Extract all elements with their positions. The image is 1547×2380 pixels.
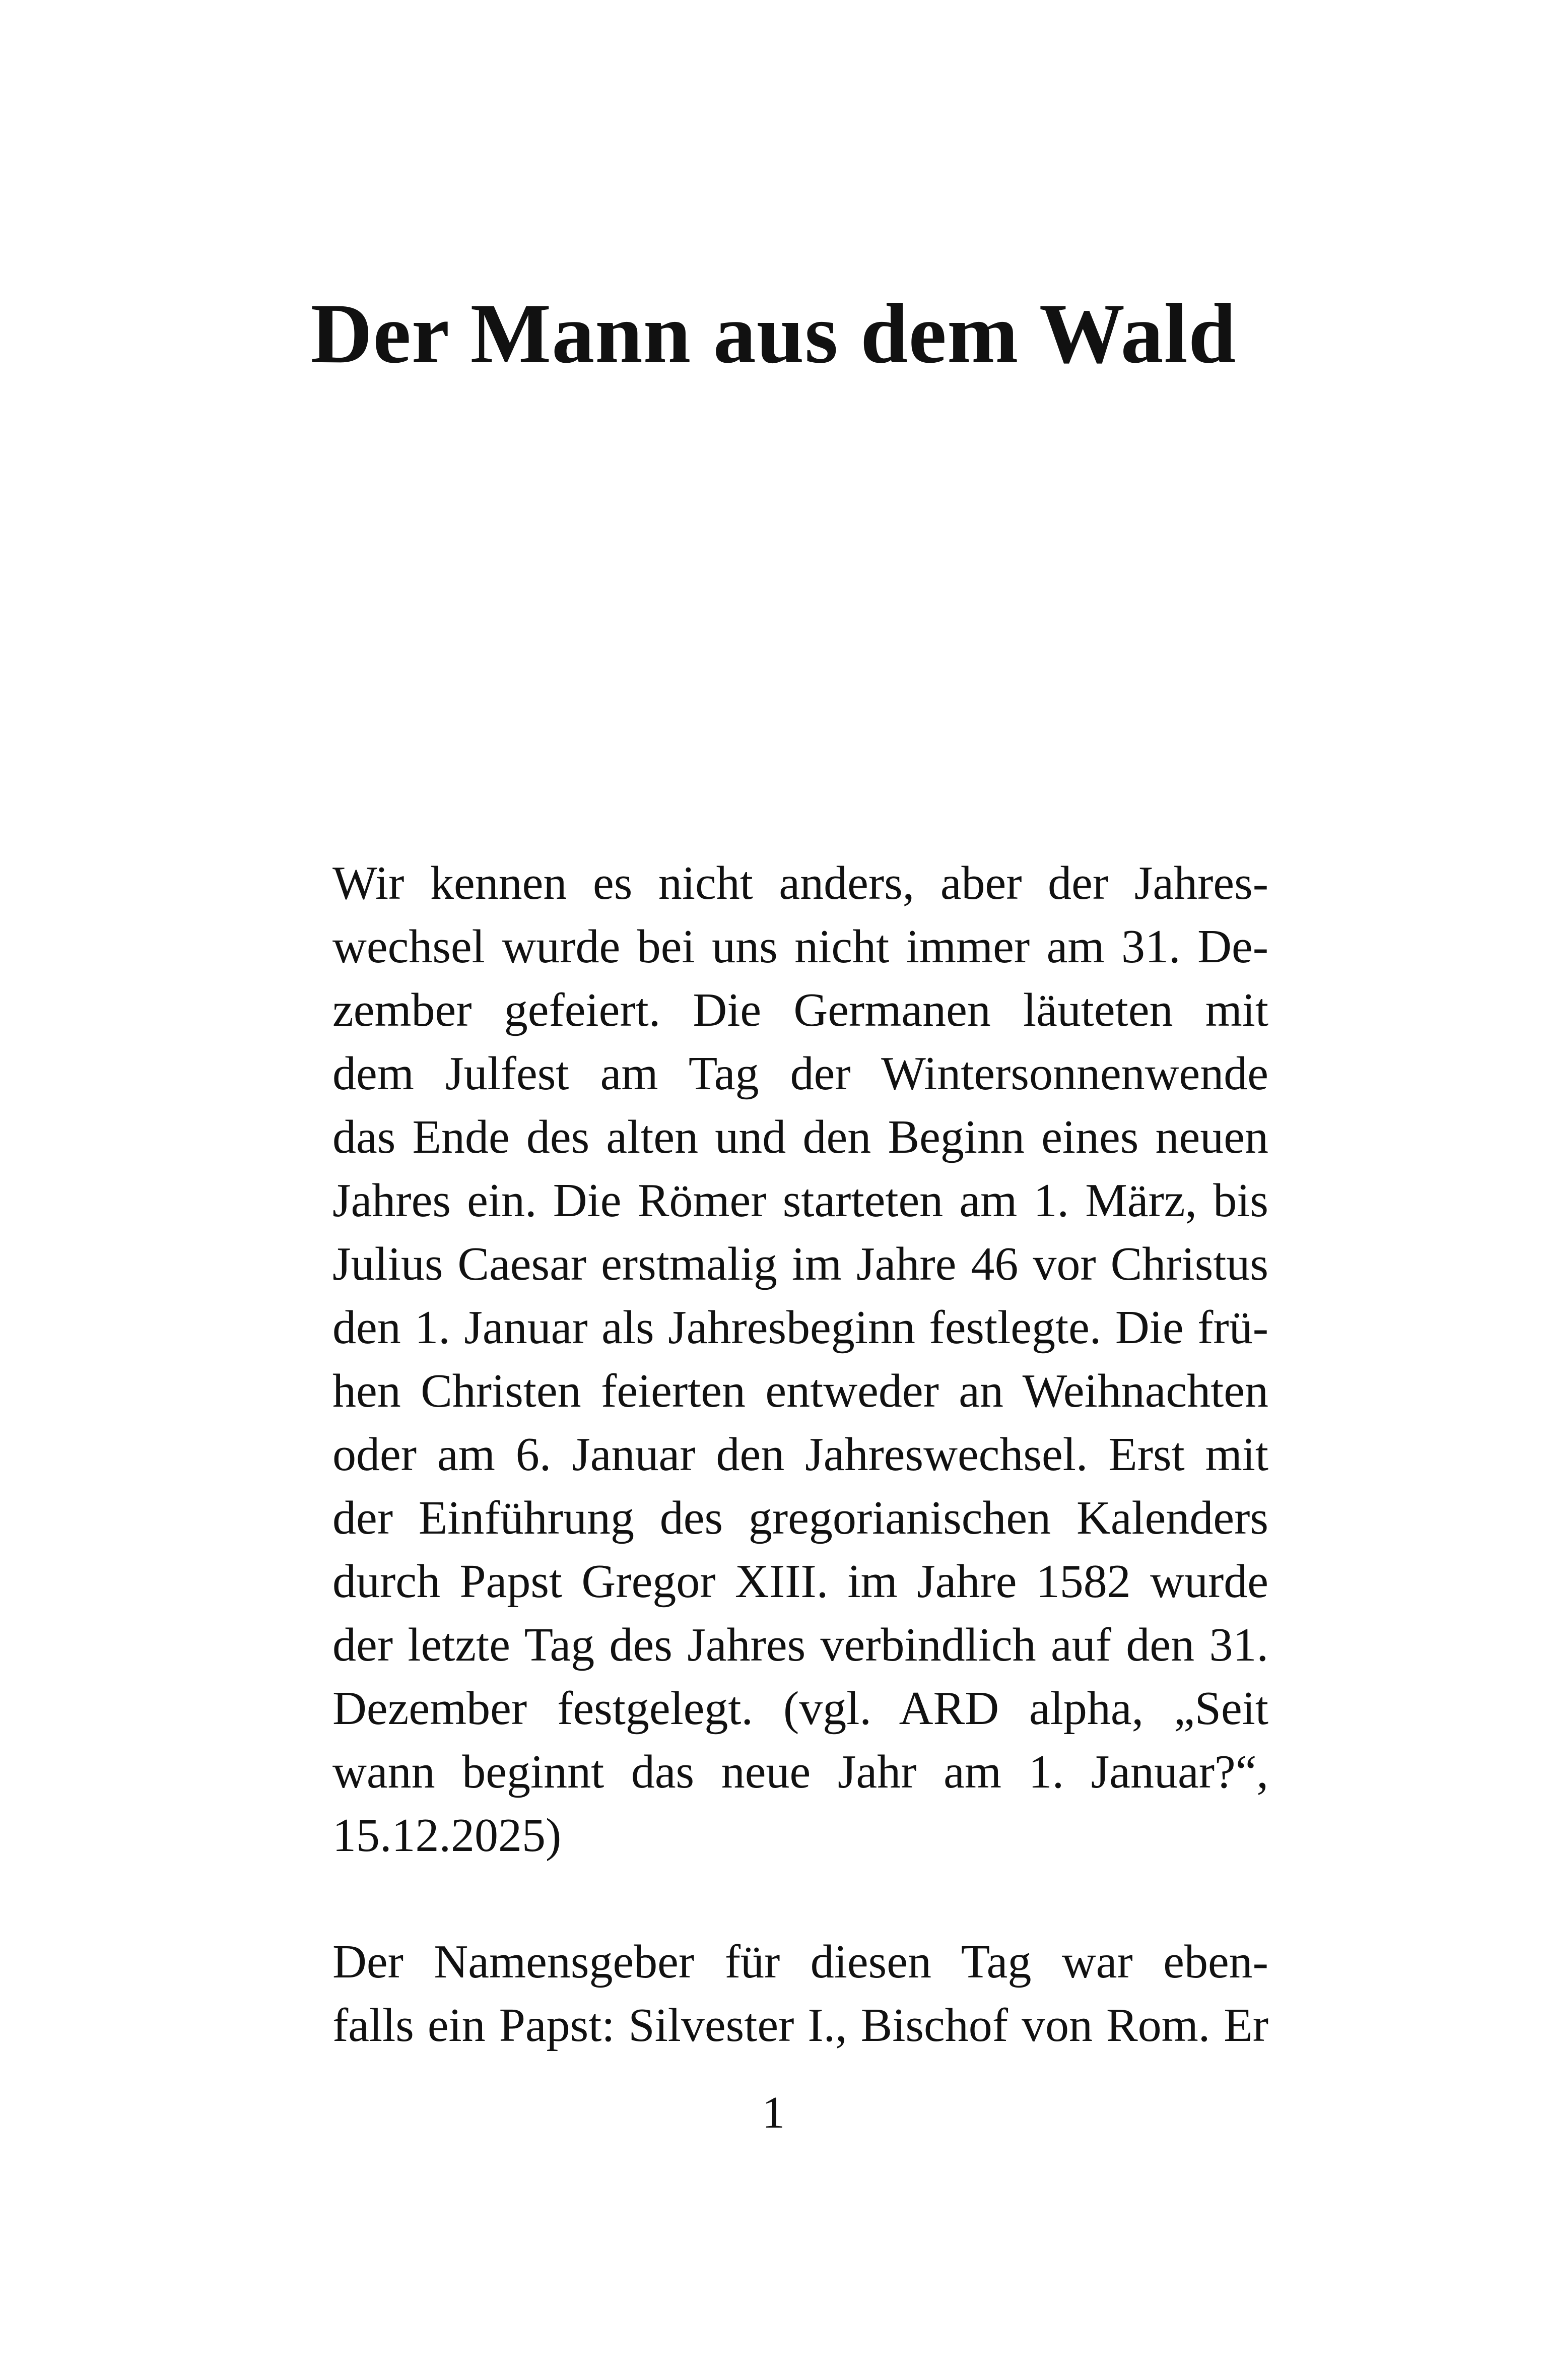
- body-text: [299, 851, 1268, 2057]
- text-line: oder am 6. Januar den Jahreswechsel. Erst mit: [332, 1428, 1268, 1481]
- text-line: 15.12.2025): [332, 1809, 562, 1862]
- text-line: wann beginnt das neue Jahr am 1. Januar?“,: [332, 1746, 1268, 1798]
- text-line: durch Papst Gregor XIII. im Jahre 1582 wurde: [332, 1555, 1268, 1608]
- text-line: der Einführung des gregorianischen Kalenders: [332, 1492, 1268, 1544]
- page-number: 1: [762, 2088, 785, 2138]
- text-line: Jahres ein. Die Römer starteten am 1. März, bis: [332, 1174, 1268, 1227]
- text-line: Dezember festgelegt. (vgl. ARD alpha, „Seit: [332, 1682, 1268, 1735]
- text-line: hen Christen feierten entweder an Weihnachten: [332, 1365, 1268, 1417]
- text-line: dem Julfest am Tag der Wintersonnenwende: [332, 1047, 1268, 1100]
- text-line: Julius Caesar erstmalig im Jahre 46 vor Christus: [332, 1238, 1268, 1290]
- chapter-title: Der Mann aus dem Wald: [310, 286, 1237, 381]
- paragraph-gap: [299, 1867, 1268, 1930]
- paragraph: [299, 1930, 1268, 2057]
- text-line: zember gefeiert. Die Germanen läuteten mit: [332, 984, 1268, 1036]
- text-line: falls ein Papst: Silvester I., Bischof von Rom. Er: [332, 1999, 1268, 2052]
- text-line: Wir kennen es nicht anders, aber der Jahres-: [332, 857, 1268, 909]
- text-line: Der Namensgeber für diesen Tag war eben-: [332, 1936, 1268, 1988]
- text-line: wechsel wurde bei uns nicht immer am 31. De-: [332, 920, 1268, 973]
- text-line: den 1. Januar als Jahresbeginn festlegte. Die frü-: [332, 1301, 1268, 1354]
- text-line: der letzte Tag des Jahres verbindlich auf den 31.: [332, 1619, 1268, 1671]
- paragraph: [299, 851, 1268, 1867]
- text-line: das Ende des alten und den Beginn eines neuen: [332, 1111, 1268, 1163]
